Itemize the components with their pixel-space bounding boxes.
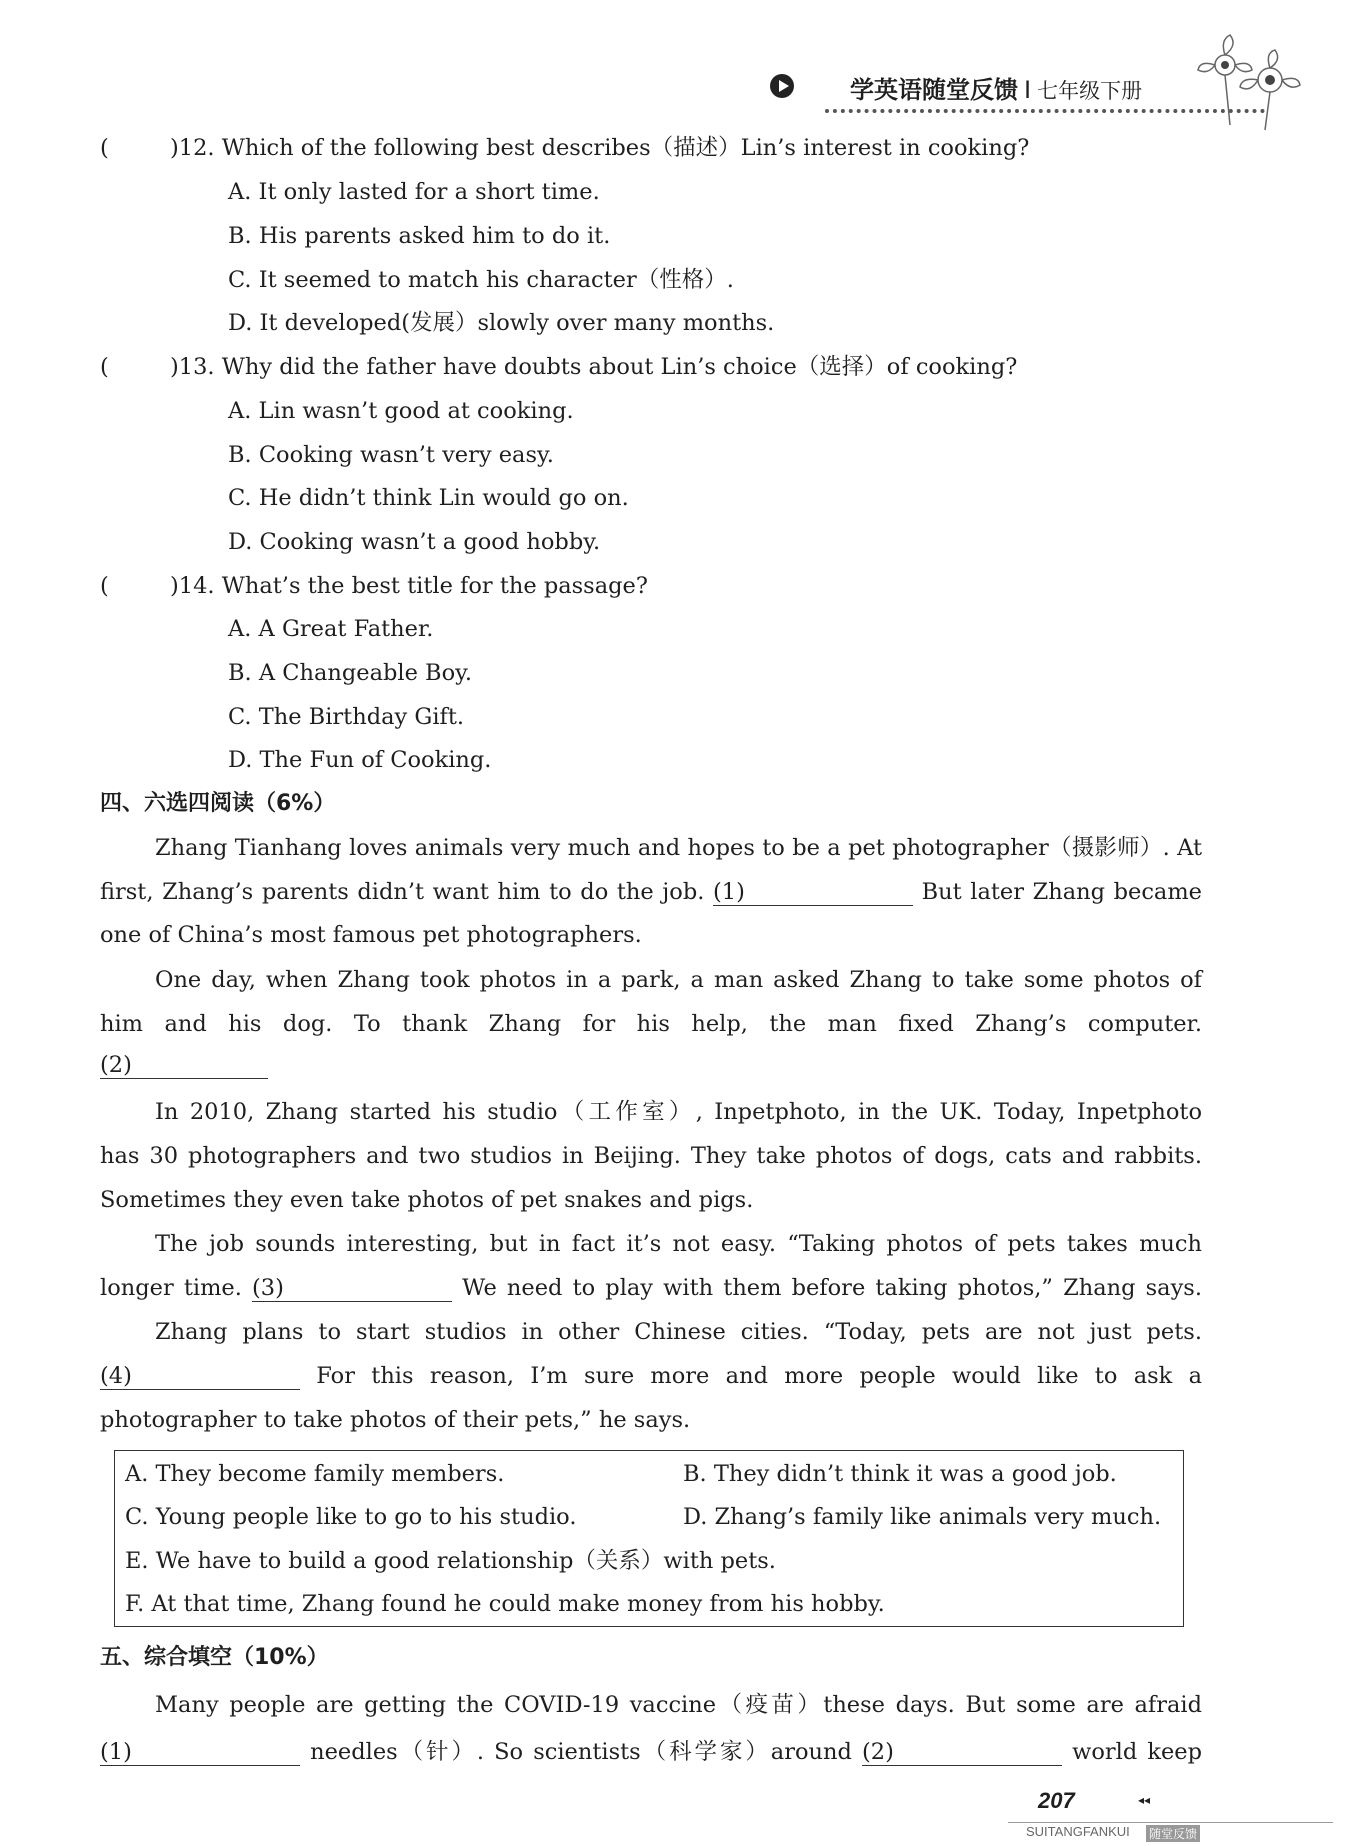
footer-tag: 随堂反馈 xyxy=(1146,1825,1200,1842)
passage-line: Zhang Tianhang loves animals very much and hopes to be a pet photographer（摄影师）. At xyxy=(155,835,1202,861)
passage-line xyxy=(100,1050,268,1080)
passage-line: The job sounds interesting, but in fact it’s not easy. “Taking photos of pets takes much xyxy=(155,1231,1202,1257)
answer-blank-5-2[interactable]: (2) xyxy=(862,1739,1062,1766)
flower-decoration-icon xyxy=(1180,25,1330,135)
option-13a: A. Lin wasn’t good at cooking. xyxy=(228,398,574,424)
passage-line: has 30 photographers and two studios in Beijing. They take photos of dogs, cats and rabbits. xyxy=(100,1143,1202,1169)
passage-line: Sometimes they even take photos of pet snakes and pigs. xyxy=(100,1187,754,1213)
choice-c: C. Young people like to go to his studio. xyxy=(125,1504,577,1530)
title-separator: I xyxy=(1024,76,1032,104)
passage-line: Zhang plans to start studios in other Chinese cities. “Today, pets are not just pets. xyxy=(155,1319,1202,1345)
passage-text: longer time. xyxy=(100,1275,242,1301)
page-header xyxy=(770,70,1330,130)
passage-text: We need to play with them before taking photos,” Zhang says. xyxy=(462,1275,1203,1301)
page-footer xyxy=(1008,1788,1338,1844)
passage-text: For this reason, I’m sure more and more people would like to ask a xyxy=(316,1363,1202,1389)
passage-line: one of China’s most famous pet photographers. xyxy=(100,922,642,948)
choice-a: A. They become family members. xyxy=(125,1461,505,1487)
question-stem: )12. Which of the following best describes（描述）Lin’s interest in cooking? xyxy=(170,135,1030,161)
passage-line: Many people are getting the COVID-19 vaccine（疫苗）these days. But some are afraid xyxy=(155,1692,1202,1718)
passage-line: photographer to take photos of their pets,” he says. xyxy=(100,1407,691,1433)
passage-line: In 2010, Zhang started his studio（工作室）, Inpetphoto, in the UK. Today, Inpetphoto xyxy=(155,1099,1202,1125)
choice-f: F. At that time, Zhang found he could make money from his hobby. xyxy=(125,1591,885,1617)
passage-line xyxy=(100,877,1202,907)
double-arrow-icon: ◂◂ xyxy=(1138,1793,1151,1807)
choice-b: B. They didn’t think it was a good job. xyxy=(683,1461,1117,1487)
passage-line xyxy=(100,1737,1202,1767)
option-13c: C. He didn’t think Lin would go on. xyxy=(228,485,629,511)
question-12 xyxy=(100,133,1029,163)
answer-blank-4[interactable]: (4) xyxy=(100,1363,300,1390)
passage-text: world keep xyxy=(1072,1739,1203,1765)
passage-text: first, Zhang’s parents didn’t want him to do the job. xyxy=(100,879,705,905)
question-stem: )13. Why did the father have doubts about Lin’s choice（选择）of cooking? xyxy=(170,354,1018,380)
option-14c: C. The Birthday Gift. xyxy=(228,704,465,730)
book-title: 学英语随堂反馈 xyxy=(850,76,1018,104)
answer-blank-1[interactable]: (1) xyxy=(713,879,913,906)
choices-box xyxy=(114,1450,1184,1627)
passage-text: But later Zhang became xyxy=(921,879,1202,905)
passage-text: needles（针）. So scientists（科学家）around xyxy=(310,1739,852,1765)
section-5-heading: 五、综合填空（10%） xyxy=(100,1645,329,1670)
question-13 xyxy=(100,352,1017,382)
footer-brand: SUITANGFANKUI xyxy=(1026,1824,1130,1839)
answer-bracket: ( xyxy=(100,135,109,161)
option-13d: D. Cooking wasn’t a good hobby. xyxy=(228,529,601,555)
play-icon xyxy=(770,74,794,98)
section-4-heading: 四、六选四阅读（6%） xyxy=(100,791,336,816)
option-13b: B. Cooking wasn’t very easy. xyxy=(228,442,554,468)
passage-line xyxy=(100,1361,1202,1391)
option-12d: D. It developed(发展）slowly over many months. xyxy=(228,310,775,336)
choice-d: D. Zhang’s family like animals very much. xyxy=(683,1504,1162,1530)
question-stem: )14. What’s the best title for the passage? xyxy=(170,573,648,599)
option-14b: B. A Changeable Boy. xyxy=(228,660,473,686)
grade-label: 七年级下册 xyxy=(1037,79,1143,103)
page-number: 207 xyxy=(1038,1788,1075,1813)
header-title xyxy=(850,70,1142,105)
passage-line: him and his dog. To thank Zhang for his help, the man fixed Zhang’s computer. xyxy=(100,1011,1202,1037)
answer-blank-5-1[interactable]: (1) xyxy=(100,1739,300,1766)
option-12c: C. It seemed to match his character（性格）. xyxy=(228,267,734,293)
passage-line xyxy=(100,1273,1202,1303)
option-14d: D. The Fun of Cooking. xyxy=(228,747,492,773)
passage-line: One day, when Zhang took photos in a park, a man asked Zhang to take some photos of xyxy=(155,967,1202,993)
choice-e: E. We have to build a good relationship（关系）with pets. xyxy=(125,1548,776,1574)
option-14a: A. A Great Father. xyxy=(228,616,434,642)
footer-rule xyxy=(1008,1822,1333,1823)
answer-blank-3[interactable]: (3) xyxy=(252,1275,452,1302)
option-12b: B. His parents asked him to do it. xyxy=(228,223,611,249)
option-12a: A. It only lasted for a short time. xyxy=(228,179,600,205)
question-14 xyxy=(100,571,648,601)
answer-bracket: ( xyxy=(100,573,109,599)
answer-blank-2[interactable]: (2) xyxy=(100,1052,268,1079)
answer-bracket: ( xyxy=(100,354,109,380)
